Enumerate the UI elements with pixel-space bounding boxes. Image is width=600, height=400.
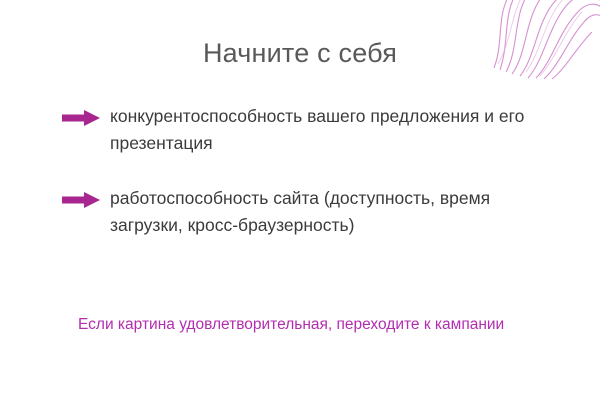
list-item bbox=[62, 185, 562, 239]
footnote-text: Если картина удовлетворительная, переходите к кампании bbox=[78, 316, 505, 333]
arrow-right-icon bbox=[62, 110, 100, 126]
arrow-right-icon bbox=[62, 192, 100, 208]
bullet-list bbox=[62, 103, 562, 268]
list-item-label: работоспособность сайта (доступность, время загрузки, кросс-браузерность) bbox=[110, 188, 491, 236]
list-item bbox=[62, 103, 562, 157]
page-title: Начните с себя bbox=[202, 38, 398, 68]
list-item-label: конкурентоспособность вашего предложения и его презентация bbox=[110, 106, 525, 154]
